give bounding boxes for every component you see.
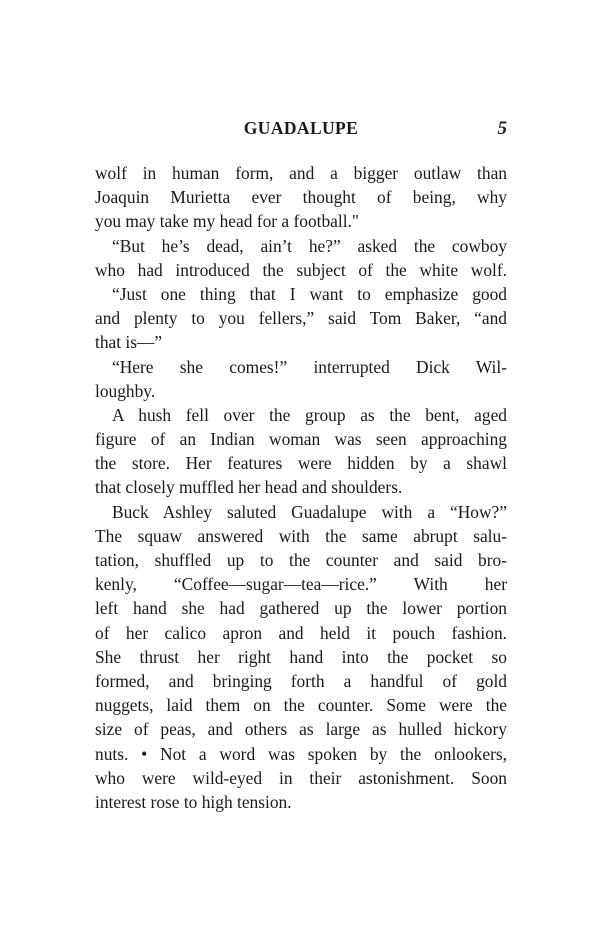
page-number: 5 — [497, 118, 507, 139]
text-line: that is—” — [95, 332, 163, 353]
text-line: who were wild-eyed in their astonishment. Soon — [95, 767, 507, 788]
text-line: the store. Her features were hidden by a shawl — [95, 453, 507, 474]
text-line: you may take my head for a football." — [95, 211, 360, 232]
text-line: tation, shuffled up to the counter and said bro- — [95, 550, 507, 570]
text-line: who had introduced the subject of the white wolf. — [95, 259, 507, 280]
text-line: Buck Ashley saluted Guadalupe with a “How?” — [112, 501, 507, 522]
text-line: “Just one thing that I want to emphasize good — [112, 283, 507, 304]
text-line: nuts. • Not a word was spoken by the onlookers, — [95, 743, 507, 764]
text-line: interest rose to high tension. — [95, 791, 292, 812]
text-line: kenly, “Coffee—sugar—tea—rice.” With her — [95, 574, 507, 595]
body-text — [95, 161, 507, 814]
text-line: loughby. — [95, 380, 156, 401]
text-line: nuggets, laid them on the counter. Some were the — [95, 695, 507, 716]
text-line: She thrust her right hand into the pocket so — [95, 646, 507, 667]
text-line: of her calico apron and held it pouch fashion. — [95, 622, 507, 643]
text-line: and plenty to you fellers,” said Tom Baker, “and — [95, 308, 507, 329]
running-header — [95, 118, 507, 142]
text-line: “But he’s dead, ain’t he?” asked the cowboy — [112, 235, 507, 256]
text-line: wolf in human form, and a bigger outlaw than — [95, 163, 507, 183]
text-line: that closely muffled her head and shoulders. — [95, 477, 403, 498]
text-line: left hand she had gathered up the lower portion — [95, 598, 507, 619]
text-line: formed, and bringing forth a handful of gold — [95, 670, 507, 691]
text-line: Joaquin Murietta ever thought of being, why — [95, 187, 507, 208]
text-line: A hush fell over the group as the bent, aged — [112, 404, 507, 425]
text-line: The squaw answered with the same abrupt salu- — [95, 525, 507, 546]
text-line: figure of an Indian woman was seen approaching — [95, 429, 507, 450]
running-title: GUADALUPE — [243, 118, 359, 138]
text-line: size of peas, and others as large as hulled hickory — [95, 719, 507, 740]
text-line: “Here she comes!” interrupted Dick Wil- — [112, 356, 507, 377]
